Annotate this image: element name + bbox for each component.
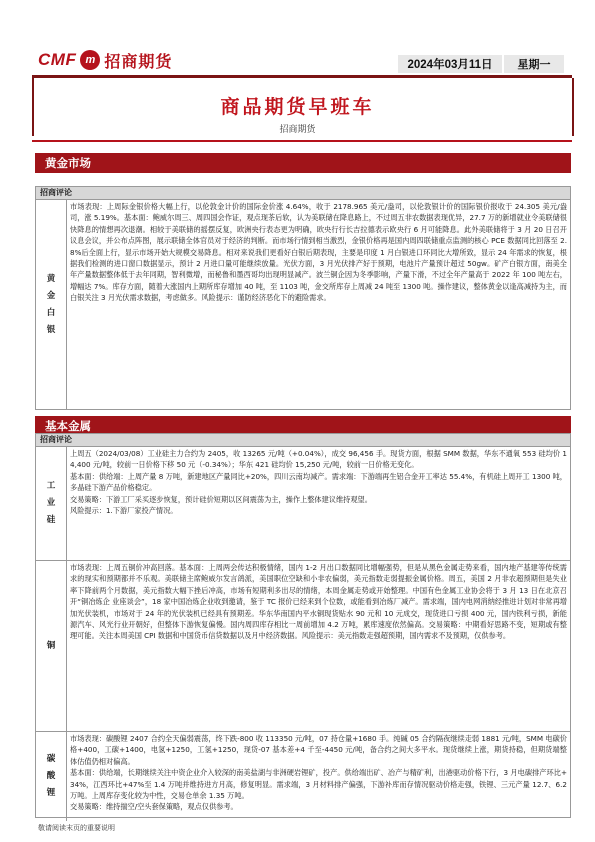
paragraph: 交易策略：下游工厂采买逐步恢复，预计硅价短期以区间震荡为主，操作上整体建议维持观望。 xyxy=(70,494,372,504)
block-head: 招商评论 xyxy=(36,434,570,447)
paragraph: 基本面：供给端：上周产量 8 万吨，新建地区产量同比+20%，四川云南均减产。需求端：下游端再生铝合金开工率达 55.4%，有机硅上周开工 1300 吨，多晶硅下游产品价格稳定。 xyxy=(70,471,567,493)
paragraph: 市场表现：上周际金银价格大幅上行，以伦敦金计价的国际金价涨 4.64%，收于 2178.965 美元/盎司，以伦敦银计价的国际银价报收于 24.305 美元/盎司，涨 5.19%。基本面：鲍威尔周三、周四国会作证，观点现茶后软，认为美联储在降息路上，不过周五非农数据表现优异，27.7 万的新增就业令美联储很快降息的情想再次退潮。相较于美联储的摇摆反复，欧洲央行表态更为明确，欧央行行长吉拉德表示欧央行 6 月可能降息。此外美联储将于 3 月 20 日召开议息会议，并公布点阵图，展示联储全体官员对于经济的判断。而市场行情到相当激烈，金银价格再是国内周四联储重点监测的核心 PCE 数据同比回落至 2.8%后全面上行，显示市场开始大规模交易降息。相对来说我们更看好白银后期表现，主要是印度 1 月白银进口环同比大增所致，显示 24 年需求的恢复，根据我们检测的进口窗口数据显示，预计 2 月进口量可能继续放量。光伏方面，3 月光伏排产好于预期，电池片产量预计超过 50gw。矿产白银方面，南美全年产量数据整体低于去年同期，智利微增，而秘鲁和墨西哥均出现明显减产。波兰铜企因为冬季影响，产量下滑，不过全年产量高于 2022 年 100 吨左右，增幅达 7%。库存方面，随着大涨国内上期所库存增加 40 吨，至 1103 吨，金交所库存上周减 24 吨至 1300 吨。操作建议，整体黄金以逢高减持为主，而白银关注 3 月光伏需求数据，考虑做多。风险提示：谨防经济恶化下的避险需求。 xyxy=(70,202,567,303)
row-category: 碳酸锂 xyxy=(36,732,67,821)
row-body xyxy=(67,447,570,560)
paragraph: 风险提示：1.下游厂家投产情况。 xyxy=(70,506,178,516)
paragraph: 市场表现：碳酸锂 2407 合约全天偏弱震荡，终下跌-800 收 113350 元/吨，07 持仓量+1680 手。纯碱 05 合约隔夜继续走弱 1881 元/吨，SMM 电碳价格+400，工碳+1400，电氢+1250，工氢+1250，现货-07 基本差+4 千至-4450 元/吨，备合约之间大多平水。现货继续上涨，期货持稳，但期货端整体估值仍相对偏高。 xyxy=(70,734,567,766)
logo-cmf-text: CMF xyxy=(38,50,77,69)
page-subtitle: 招商期货 xyxy=(279,125,316,135)
table-row xyxy=(36,200,570,410)
table-row xyxy=(36,561,570,732)
report-date: 2024年03月11日 xyxy=(398,55,502,73)
block-head: 招商评论 xyxy=(36,187,570,200)
paragraph: 上周五（2024/03/08）工业硅主力合约为 2405，收 13265 元/吨（+0.04%），成交 96,456 手。现货方面，根据 SMM 数据，华东不通氧 553 硅均价 14,400 元/吨，较前一日价格下移 50 元（-0.34%）；华东 421 硅均价 15,250 元/吨，较前一日价格无变化。 xyxy=(70,449,567,470)
table-row xyxy=(36,732,570,821)
paragraph: 基本面：供给端，长期继续关注中资企业介入较深的南美盐湖与非洲硬岩锂矿，投产。供给端出矿、冶产与精矿利，出港驱动价格下行，3 月电碳排产环比+34%，江西环比+47%至 1.4 万吨并维持进方月高，修复明显。需求端，3 月材料排产偏强，下游补库而存情况驱动价格走强，铁锂、三元产量 12.7、6.2 万吨。上周库存变化较为中性，交易仓单余 1.35 万吨。 xyxy=(70,768,567,801)
row-category: 黄金白银 xyxy=(36,200,67,410)
page-title: 商品期货早班车 xyxy=(220,96,375,118)
row-category: 铜 xyxy=(36,561,67,731)
report-weekday: 星期一 xyxy=(504,55,564,73)
row-category: 工业硅 xyxy=(36,447,67,560)
table-row xyxy=(36,447,570,561)
logo-cn-text: 招商期货 xyxy=(104,51,173,71)
gold-comment-block xyxy=(35,186,571,410)
base-metals-comment-block xyxy=(35,433,571,818)
row-body xyxy=(67,561,570,731)
logo-mark-icon: m xyxy=(80,50,100,70)
paragraph: 市场表现：上周五铜价冲高回落。基本面：上周两会传达积极情绪，国内 1-2 月出口数据同比增幅强势，但是从黑色金属走势来看，国内地产基建等传统需求的现实和预期都并不乐观。美联储主席鲍威尔发言鸽派，美国职位空缺和小非农偏弱，美元指数走弱提振金属价格。周五，美国 2 月非农超预期但是失业率下降前两个月数据，美元指数大幅下挫后冲高，市场有短期利多出尽的情绪，本周金属走势或开始整理。中国有色金属工业协会将于 3 月 13 日在北京召开“铜冶炼企 业座谈会”，18 家中国冶炼企业收到邀请，鉴于 TC 报价已经来到个位数，或能看到冶炼厂减产。需求端，国内电网消纳经推进计划对非常再增加光伏装机，市场对于 24 年的光伏装机已经具有预期差。华东华南国内平水铜现货贴水 90 元和 10 元成交，现货进口亏损 400 元，国内铁利亏损，新能源汽车、风光行业开朝好，但整体下游恢复偏慢。国内周四库存相比一周前增加 4.2 万吨，累库速度依然偏高。交易策略：中期看好思路不变，短期或有整理可能。关注本周美国 CPI 数据和中国货币信贷数据以及月中经济数据。风险提示：美元指数走强超预期，国内需求不及预期，仅供参考。 xyxy=(70,563,567,641)
footer-disclaimer: 敬请阅读末页的重要说明 xyxy=(38,824,115,832)
paragraph: 交易策略：维持揣空/空头套保策略，观点仅供参考。 xyxy=(70,802,238,812)
section-title-base-metals: 基本金属 xyxy=(35,416,571,436)
row-body xyxy=(67,200,570,410)
section-title-gold: 黄金市场 xyxy=(35,153,571,173)
title-bottom-rule xyxy=(32,140,572,142)
company-logo xyxy=(38,48,172,72)
row-body xyxy=(67,732,570,821)
